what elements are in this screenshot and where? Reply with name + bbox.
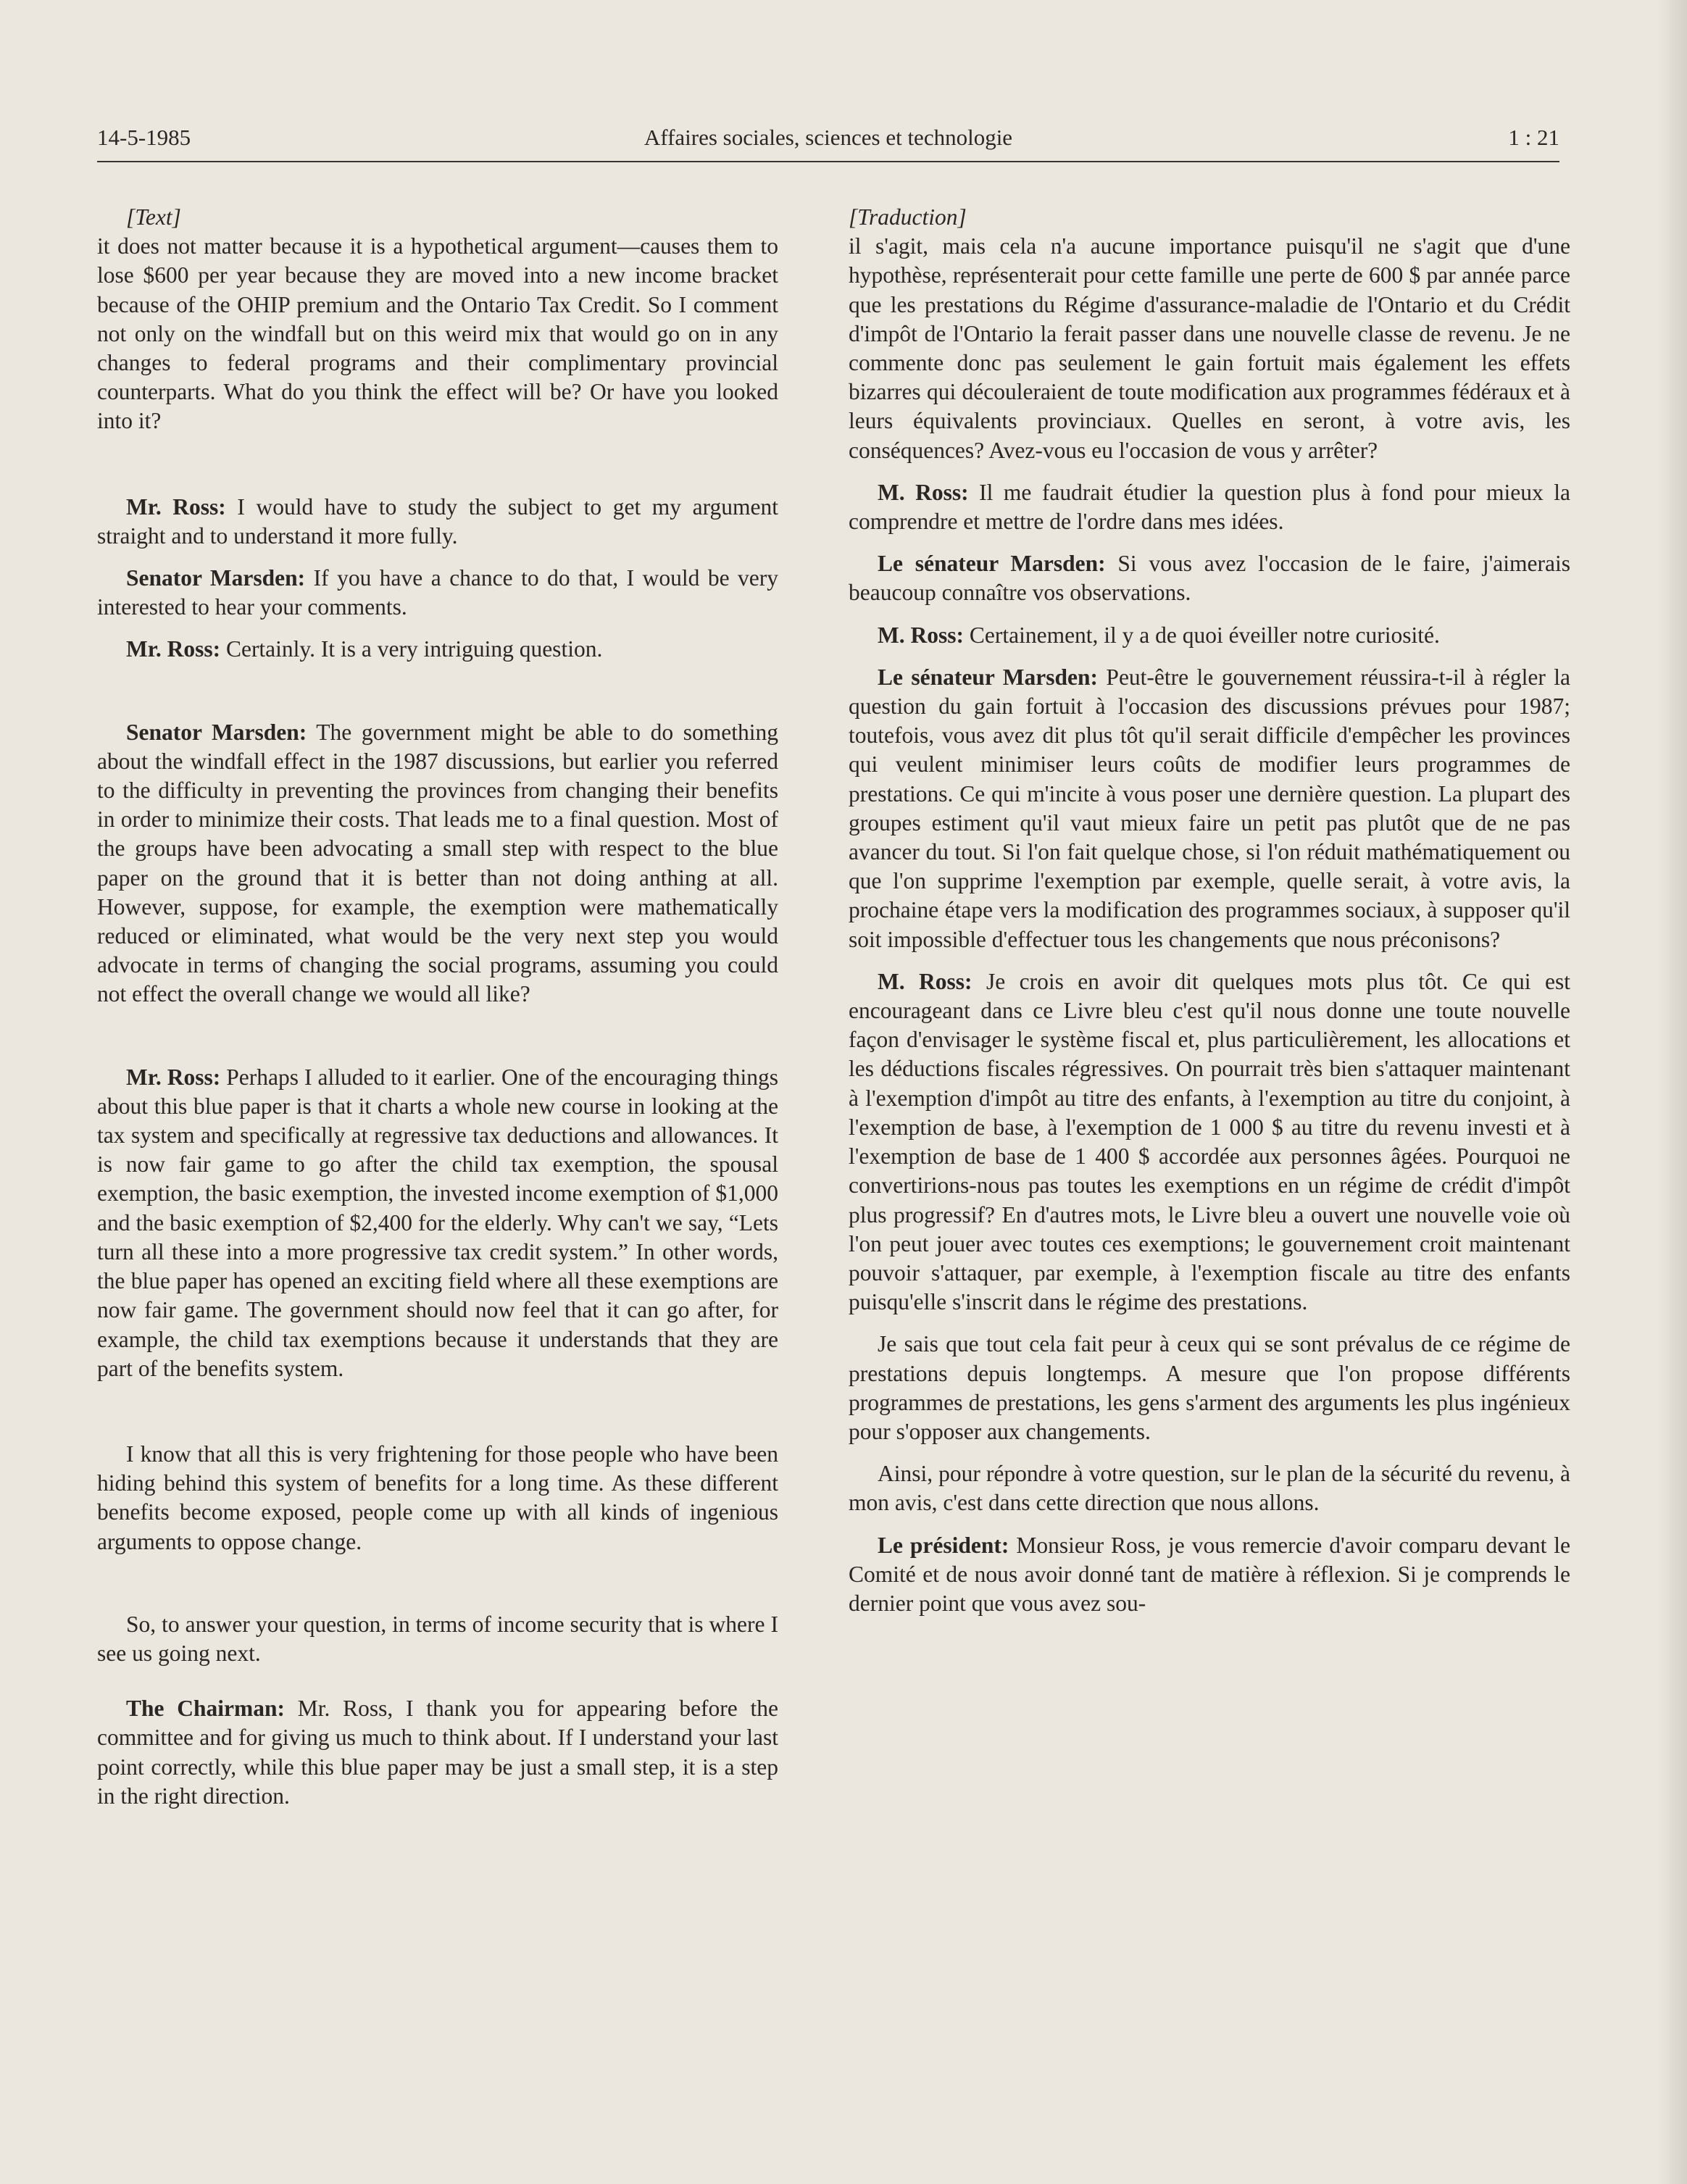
speech-text: Si vous avez l'occasion de le faire, j'aimerais beaucoup connaître vos observations. [849,551,1570,606]
paragraph: it does not matter because it is a hypothetical argument—causes them to lose $600 per year because they are moved into a new income bracket because of the OHIP premium and the Ontario Tax Credit. So I comment not only on the windfall but on this weird mix that would go on in any changes to federal programs and their complimentary provincial counterparts. What do you think the effect will be? Or have you looked into it? [97,233,778,434]
language-tag: [Text] [126,204,181,230]
french-column [849,203,1570,1618]
speech-text: Perhaps I alluded to it earlier. One of the encouraging things about this blue paper is that it charts a whole new course in looking at the tax system and specifically at regressive tax deductions and allowances. It is now fair game to go after the child tax exemption, the spousal exemption, the basic exemption, the invested income exemption of $1,000 and the basic exemption of $2,400 for the elderly. Why can't we say, “Lets turn all these into a more progressive tax credit system.” In other words, the blue paper has opened an exciting field where all these exemptions are now fair game. The government should now feel that it can go after, for example, the child tax exemptions because it understands that they are part of the benefits system. [97,1064,778,1381]
speech-text: Certainly. It is a very intriguing question. [220,636,603,662]
paragraph [849,478,1570,536]
paragraph: il s'agit, mais cela n'a aucune importance puisqu'il ne s'agit que d'une hypothèse, représenterait pour cette famille une perte de 600 $ par année parce que les prestations du Régime d'assurance-maladie de l'Ontario et du Crédit d'impôt de l'Ontario la ferait passer dans une nouvelle classe de revenu. Je ne commente donc pas seulement le gain fortuit mais également les effets bizarres qui découleraient de toute modification aux programmes fédéraux et à leurs équivalents provinciaux. Quelles en seront, à votre avis, les conséquences? Avez-vous eu l'occasion de vous y arrêter? [849,233,1570,463]
paragraph: So, to answer your question, in terms of income security that is where I see us going next. [97,1611,778,1666]
paragraph [97,493,778,551]
speech-text: I would have to study the subject to get my argument straight and to understand it more fully. [97,493,779,549]
header-date: 14-5-1985 [97,125,191,150]
paragraph: Ainsi, pour répondre à votre question, sur le plan de la sécurité du revenu, à mon avis, c'est dans cette direction que nous allons. [849,1461,1570,1516]
paragraph [97,718,778,1009]
speech-text: Mr. Ross, I thank you for appearing before the committee and for giving us much to think about. If I understand your last point correctly, while this blue paper may be just a small step, it is a step in the right direction. [97,1696,778,1809]
paragraph [97,564,778,622]
speech-text: Je crois en avoir dit quelques mots plus tôt. Ce qui est encourageant dans ce Livre bleu c'est qu'il nous donne une toute nouvelle façon d'envisager le système fiscal et, plus particulièrement, les allocations et les déductions fiscales régressives. On pourrait très bien s'attaquer maintenant à l'exemption d'impôt au titre des enfants, à l'exemption au titre du conjoint, à l'exemption de base, à l'exemption de 1 000 $ au titre du revenu investi et à l'exemption de base de 1 400 $ accordée aux personnes âgées. Pourquoi ne convertirions-nous pas toutes les exemptions en un régime de crédit d'impôt plus progressif? En d'autres mots, le Livre bleu a ouvert une nouvelle voie où l'on peut jouer avec toutes ces exemptions; le gouvernement croit maintenant pouvoir s'attaquer, par exemple, à l'exemption fiscale au titre des enfants puisqu'elle s'inscrit dans le régime des prestations. [849,968,1570,1315]
paragraph [849,1531,1570,1619]
header-rule [97,161,1559,162]
paragraph [97,1694,778,1811]
paragraph [849,967,1570,1317]
paragraph: I know that all this is very frightening for those people who have been hiding behind this system of benefits for a long time. As these different benefits become exposed, people come up with all kinds of ingenious arguments to oppose change. [97,1441,778,1554]
paragraph [849,621,1570,650]
page-edge-shadow [1658,0,1687,2184]
speech-text: Monsieur Ross, je vous remercie d'avoir comparu devant le Comité et de nous avoir donné tant de matière à réflexion. Si je comprends le dernier point que vous avez sou- [849,1532,1571,1616]
speaker-name: Mr. Ross: [126,636,221,662]
paragraph [849,663,1570,954]
speaker-name: Senator Marsden: [126,719,307,745]
header-title: Affaires sociales, sciences et technologie [643,125,1013,150]
page-header [97,125,1559,161]
speech-text: Certainement, il y a de quoi éveiller notre curiosité. [964,622,1440,648]
speaker-name: Le sénateur Marsden: [878,551,1106,577]
speaker-name: Senator Marsden: [126,565,306,591]
speaker-name: M. Ross: [878,968,972,994]
speaker-name: Mr. Ross: [126,1064,221,1090]
paragraph [97,635,778,664]
paragraph [97,1063,778,1383]
speech-text: Peut-être le gouvernement réussira-t-il à régler la question du gain fortuit à l'occasion des discussions prévues pour 1987; toutefois, vous avez dit plus tôt qu'il serait difficile d'empêcher les provinces qui veulent minimiser leurs coûts de modifier leurs programmes de prestations. Ce qui m'incite à vous poser une dernière question. La plupart des groupes estiment qu'il vaut mieux faire un petit pas plutôt que de ne pas avancer du tout. Si l'on fait quelque chose, si l'on réduit mathématiquement ou que l'on supprime l'exemption par exemple, quelle serait, à votre avis, la prochaine étape vers la modification des programmes sociaux, à supposer qu'il soit impossible d'effectuer tous les changements que nous préconisons? [849,664,1570,952]
speaker-name: Mr. Ross: [126,493,226,520]
header-page-number: 1 : 21 [1508,125,1559,150]
english-column [97,203,778,1811]
speaker-name: Le président: [878,1532,1009,1558]
speech-text: The government might be able to do something about the windfall effect in the 1987 discussions, but earlier you referred to the difficulty in preventing the provinces from changing their benefits in order to minimize their costs. That leads me to a final question. Most of the groups have been advocating a small step with respect to the blue paper on the ground that it is better than not doing anthing at all. However, suppose, for example, the exemption were mathematically reduced or eliminated, what would be the very next step you would advocate in terms of changing the social programs, assuming you could not effect the overall change we would all like? [97,719,778,1007]
speaker-name: M. Ross: [878,622,964,648]
paragraph [849,549,1570,607]
speech-text: Il me faudrait étudier la question plus à fond pour mieux la comprendre et mettre de l'ordre dans mes idées. [849,479,1570,535]
speaker-name: The Chairman: [126,1696,285,1722]
speaker-name: Le sénateur Marsden: [878,664,1098,690]
speech-text: If you have a chance to do that, I would be very interested to hear your comments. [97,565,779,620]
language-tag: [Traduction] [849,204,967,230]
paragraph: Je sais que tout cela fait peur à ceux qui se sont prévalus de ce régime de prestations depuis longtemps. A mesure que l'on propose différents programmes de prestations, les gens s'arment des arguments les plus ingénieux pour s'opposer aux changements. [849,1331,1570,1444]
speaker-name: M. Ross: [878,479,969,505]
